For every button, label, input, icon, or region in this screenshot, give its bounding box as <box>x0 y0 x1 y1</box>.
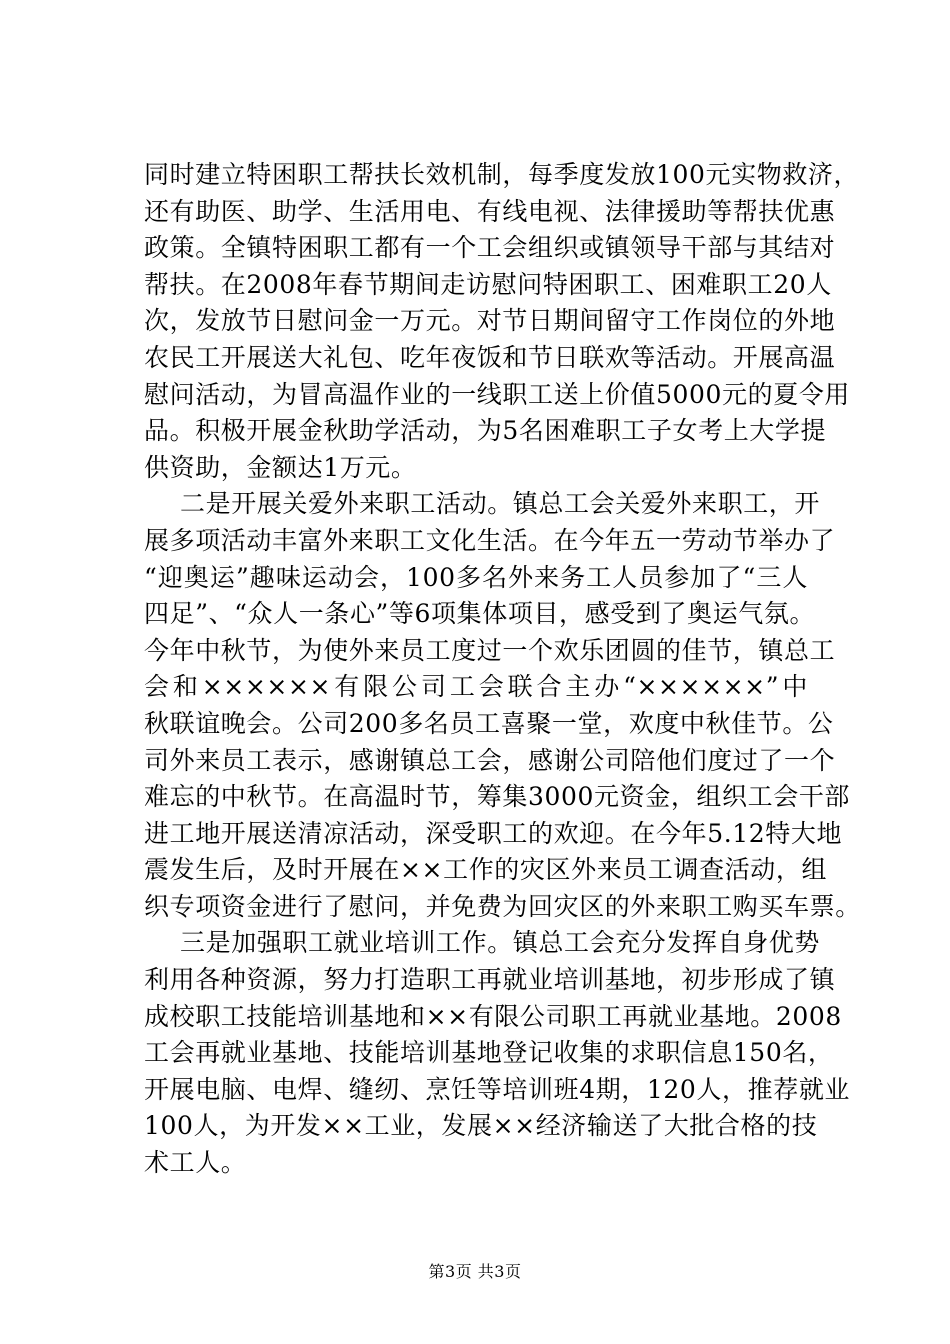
paragraph-1 <box>144 157 860 486</box>
text-line: 震发生后，及时开展在××工作的灾区外来员工调查活动，组 <box>144 855 828 885</box>
text-line: 进工地开展送清凉活动，深受职工的欢迎。在今年5.12特大地 <box>144 818 843 848</box>
text-line: 开展电脑、电焊、缝纫、烹饪等培训班4期，120人，推荐就业 <box>144 1074 851 1104</box>
text-line: 利用各种资源，努力打造职工再就业培训基地，初步形成了镇 <box>144 965 836 995</box>
text-line: 秋联谊晚会。公司200多名员工喜聚一堂，欢度中秋佳节。公 <box>144 708 834 738</box>
text-line: 二是开展关爱外来职工活动。镇总工会关爱外来职工，开 <box>180 489 821 519</box>
page-number-footer: 第3页 共3页 <box>428 1262 522 1281</box>
document-body <box>144 157 861 1182</box>
text-line: 今年中秋节，为使外来员工度过一个欢乐团圆的佳节，镇总工 <box>144 635 836 665</box>
text-line: 帮扶。在2008年春节期间走访慰问特困职工、困难职工20人 <box>144 269 832 299</box>
text-line: 三是加强职工就业培训工作。镇总工会充分发挥自身优势 <box>180 928 821 958</box>
text-line: 展多项活动丰富外来职工文化生活。在今年五一劳动节举办了 <box>144 525 836 555</box>
text-line: 农民工开展送大礼包、吃年夜饭和节日联欢等活动。开展高温 <box>144 342 836 372</box>
text-line: 100人，为开发××工业，发展××经济输送了大批合格的技 <box>144 1111 818 1141</box>
text-line: 供资助，金额达1万元。 <box>144 452 417 482</box>
paragraph-2 <box>144 486 861 925</box>
text-line: 政策。全镇特困职工都有一个工会组织或镇领导干部与其结对 <box>144 233 836 263</box>
text-line: 难忘的中秋节。在高温时节，筹集3000元资金，组织工会干部 <box>144 782 851 812</box>
text-line: 同时建立特困职工帮扶长效机制，每季度发放100元实物救济， <box>144 160 860 189</box>
text-line: 会和××××××有限公司工会联合主办“××××××”中 <box>144 672 808 702</box>
paragraph-3 <box>144 925 851 1181</box>
text-line: 工会再就业基地、技能培训基地登记收集的求职信息150名， <box>144 1038 834 1068</box>
text-line: 四足”、“众人一条心”等6项集体项目，感受到了奥运气氛。 <box>144 599 816 629</box>
text-line: 次，发放节日慰问金一万元。对节日期间留守工作岗位的外地 <box>144 306 836 336</box>
text-line: 品。积极开展金秋助学活动，为5名困难职工子女考上大学提 <box>144 416 827 446</box>
text-line: 司外来员工表示，感谢镇总工会，感谢公司陪他们度过了一个 <box>144 745 836 775</box>
text-line: 织专项资金进行了慰问，并免费为回灾区的外来职工购买车票。 <box>144 891 861 921</box>
text-line: 慰问活动，为冒高温作业的一线职工送上价值5000元的夏令用 <box>144 379 851 409</box>
text-line: 成校职工技能培训基地和××有限公司职工再就业基地。2008 <box>144 1001 842 1031</box>
text-line: 还有助医、助学、生活用电、有线电视、法律援助等帮扶优惠 <box>144 196 836 226</box>
text-line: “迎奥运”趣味运动会，100多名外来务工人员参加了“三人 <box>144 562 808 592</box>
text-line: 术工人。 <box>144 1148 247 1178</box>
